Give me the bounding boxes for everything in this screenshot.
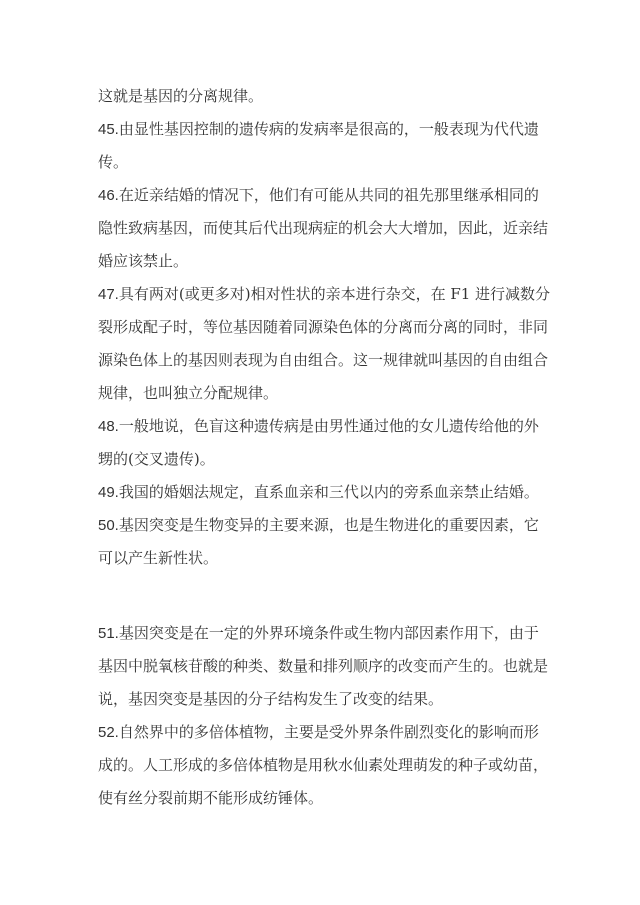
item-number: 49. bbox=[98, 484, 119, 501]
item-46-line-1: 46.在近亲结婚的情况下，他们有可能从共同的祖先那里继承相同的 bbox=[98, 186, 539, 204]
item-47-line-4: 规律，也叫独立分配规律。 bbox=[98, 384, 279, 402]
item-number: 50. bbox=[98, 517, 119, 534]
item-50-line-1: 50.基因突变是生物变异的主要来源，也是生物进化的重要因素，它 bbox=[98, 516, 539, 534]
intro-line: 这就是基因的分离规律。 bbox=[98, 87, 264, 105]
item-47-line-3: 源染色体上的基因则表现为自由组合。这一规律就叫基因的自由组合 bbox=[98, 351, 549, 369]
item-51-line-3: 说，基因突变是基因的分子结构发生了改变的结果。 bbox=[98, 690, 444, 708]
item-52-line-2: 成的。人工形成的多倍体植物是用秋水仙素处理萌发的种子或幼苗， bbox=[98, 756, 549, 774]
item-45-line-1: 45.由显性基因控制的遗传病的发病率是很高的，一般表现为代代遗 bbox=[98, 120, 539, 138]
item-number: 46. bbox=[98, 187, 119, 204]
item-46-line-3: 婚应该禁止。 bbox=[98, 252, 189, 270]
item-number: 51. bbox=[98, 625, 119, 642]
item-45-line-2: 传。 bbox=[98, 153, 129, 171]
item-48-line-1: 48.一般地说，色盲这种遗传病是由男性通过他的女儿遗传给他的外 bbox=[98, 417, 539, 435]
item-51-line-2: 基因中脱氧核苷酸的种类、数量和排列顺序的改变而产生的。也就是 bbox=[98, 657, 549, 675]
item-52-line-1: 52.自然界中的多倍体植物，主要是受外界条件剧烈变化的影响而形 bbox=[98, 723, 539, 741]
item-48-line-2: 甥的(交叉遗传)。 bbox=[98, 450, 215, 468]
item-52-line-3: 使有丝分裂前期不能形成纺锤体。 bbox=[98, 789, 324, 807]
item-50-line-2: 可以产生新性状。 bbox=[98, 549, 219, 567]
item-number: 45. bbox=[98, 121, 119, 138]
item-number: 52. bbox=[98, 724, 119, 741]
item-49-line-1: 49.我国的婚姻法规定，直系血亲和三代以内的旁系血亲禁止结婚。 bbox=[98, 483, 539, 501]
item-number: 47. bbox=[98, 286, 119, 303]
item-47-line-1: 47.具有两对(或更多对)相对性状的亲本进行杂交，在 F1 进行减数分 bbox=[98, 285, 551, 303]
item-51-line-1: 51.基因突变是在一定的外界环境条件或生物内部因素作用下，由于 bbox=[98, 624, 539, 642]
item-number: 48. bbox=[98, 418, 119, 435]
item-46-line-2: 隐性致病基因，而使其后代出现病症的机会大大增加，因此，近亲结 bbox=[98, 219, 549, 237]
item-47-line-2: 裂形成配子时，等位基因随着同源染色体的分离而分离的同时，非同 bbox=[98, 318, 549, 336]
